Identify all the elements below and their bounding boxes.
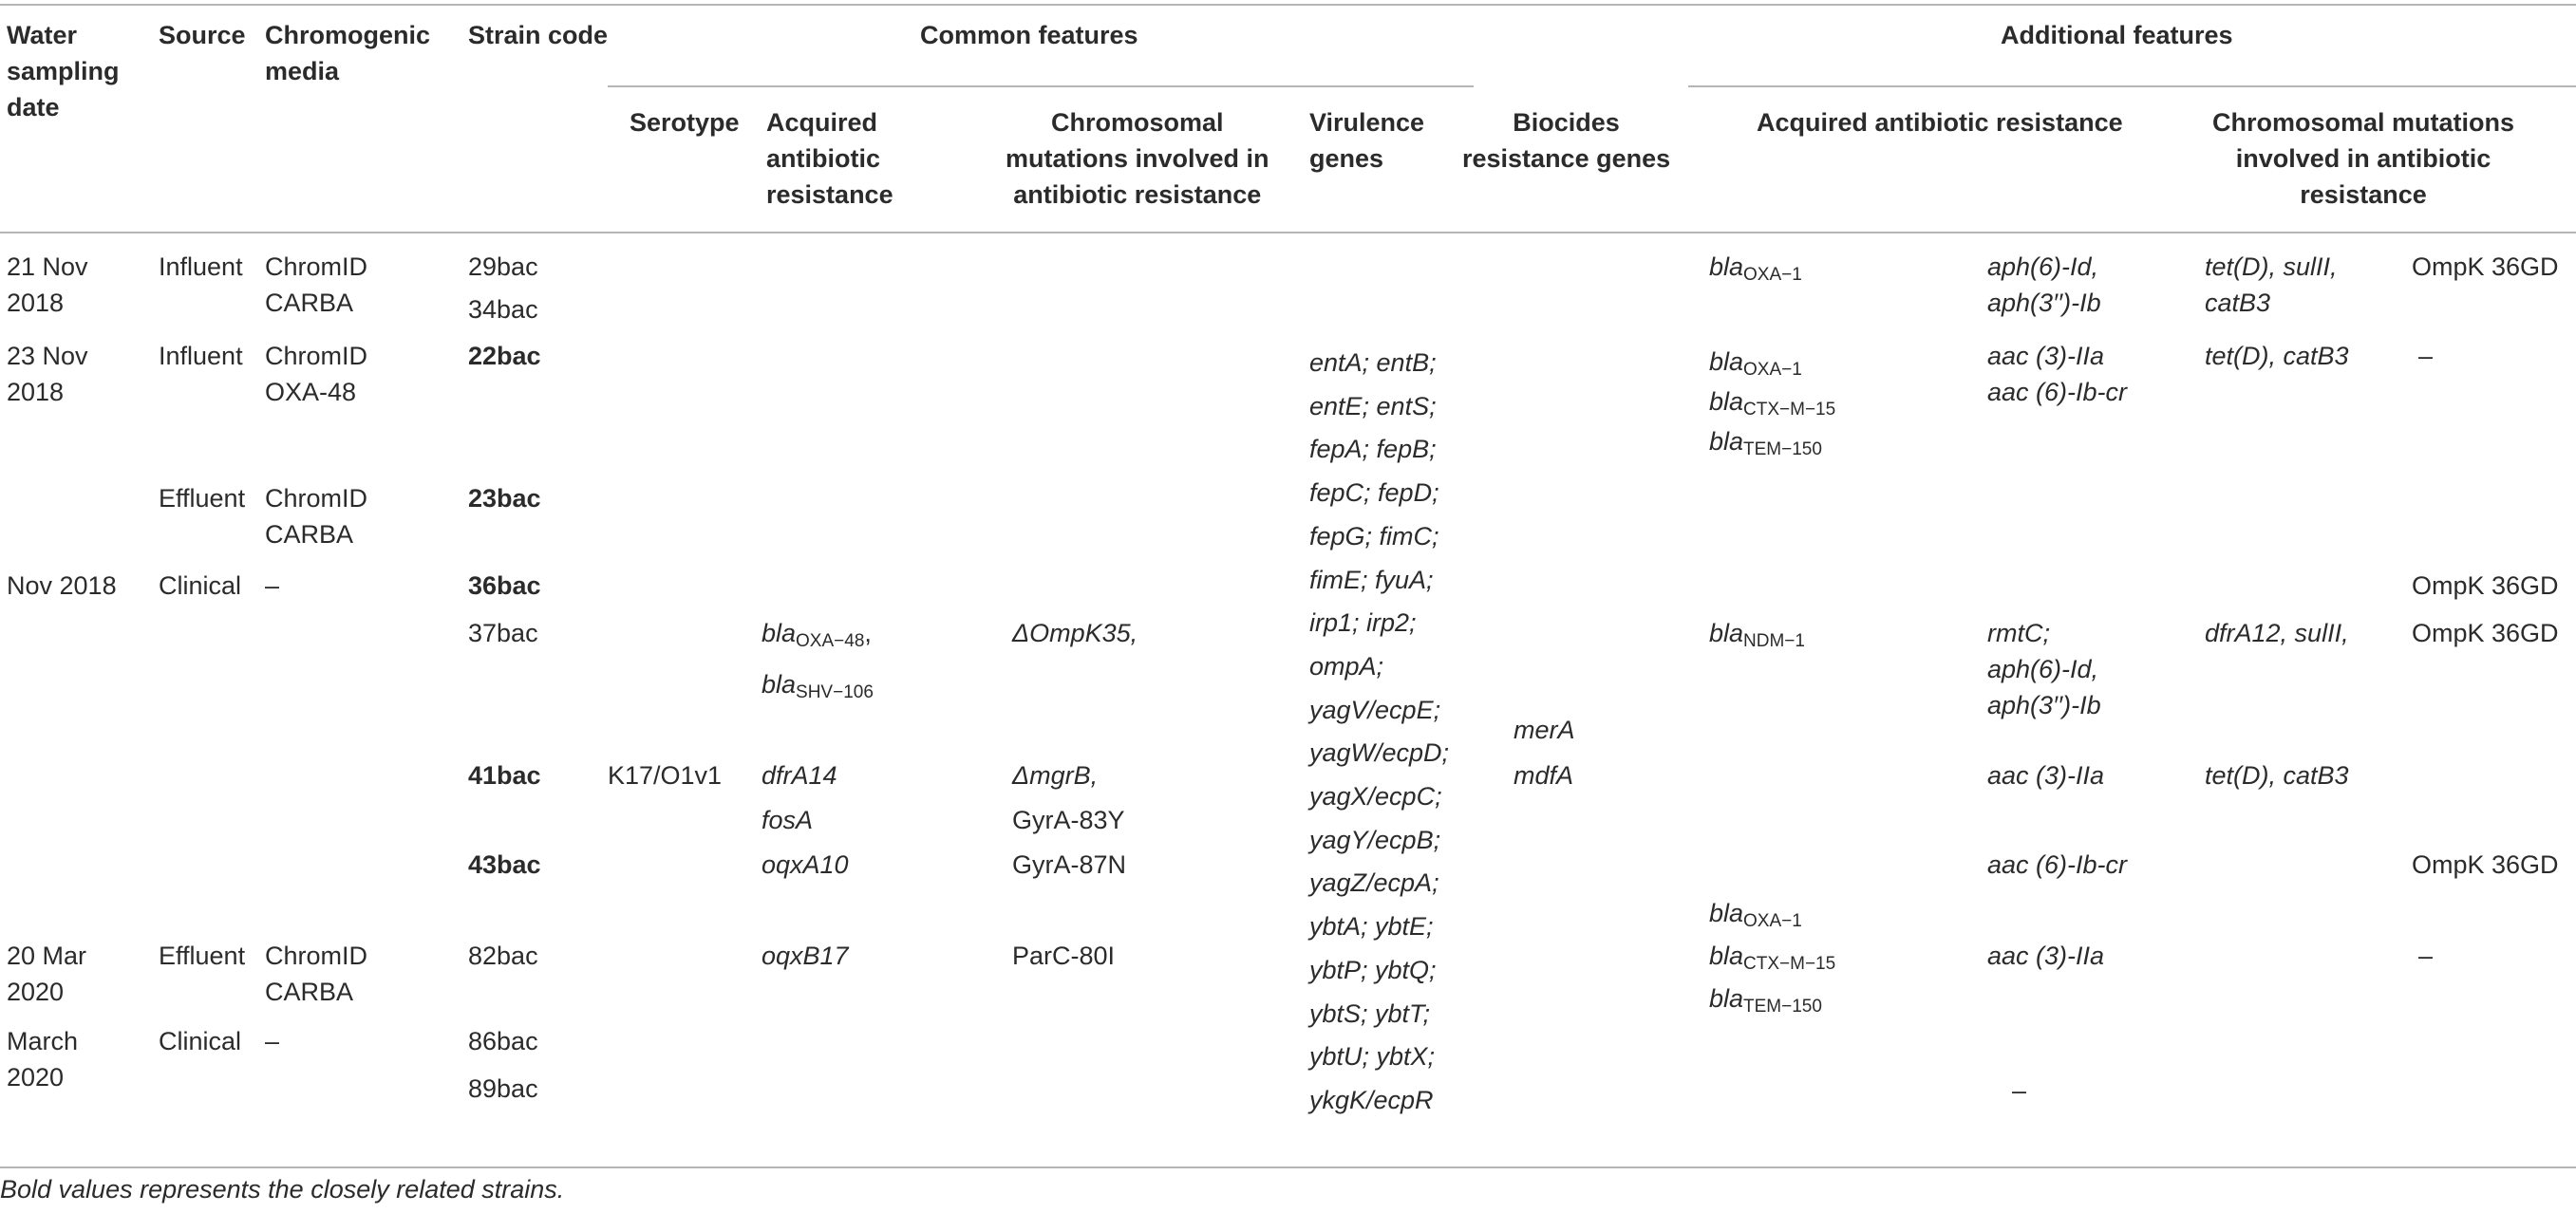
header-water-sampling-date: Water sampling date [7,21,120,121]
additional-other-gene: tet(D), catB3 [2205,761,2349,790]
strain-code: 22bac [468,342,541,370]
additional-other-gene: dfrA12, sulII, [2205,619,2349,647]
strain-code: 23bac [468,484,541,513]
media-cell: – [265,1027,280,1055]
source-cell: Influent [159,342,243,370]
header-chromogenic-media: Chromogenic media [265,21,431,85]
strain-code: 43bac [468,850,541,879]
ompk-value: – [2418,942,2434,970]
additional-other-gene: tet(D), sulII, catB3 [2205,252,2338,317]
common-chromosomal-item: ParC-80I [1012,942,1116,970]
header-virulence-genes: Virulence genes [1309,108,1425,173]
table-footnote: Bold values represents the closely related strains. [0,1175,565,1204]
header-serotype: Serotype [630,108,740,137]
media-cell: ChromID CARBA [265,484,368,549]
common-acquired-item: dfrA14 [762,761,837,790]
strain-code: 37bac [468,619,538,647]
additional-ag-gene: rmtC; aph(6)-Id, aph(3′′)-Ib [1987,619,2101,719]
common-chromosomal-item: ΔOmpK35, [1012,619,1138,647]
additional-bla-gene: bla$_{OXA-1}$ bla$_{CTX-M-15}$ bla$_{TEM-150}$ [1709,347,1836,459]
additional-bla-gene: bla$_{OXA-1}$ bla$_{CTX-M-15}$ bla$_{TEM-150}$ [1709,899,1836,1017]
header-bottom-rule [0,232,2576,233]
common-acquired-item: fosA [762,806,814,834]
source-cell: Clinical [159,571,242,600]
source-cell: Effluent [159,484,246,513]
media-cell: ChromID OXA-48 [265,342,368,406]
ompk-value: OmpK 36GD [2412,252,2559,281]
source-cell: Clinical [159,1027,242,1055]
additional-ag-gene: aac (6)-Ib-cr [1987,850,2128,879]
ompk-value: OmpK 36GD [2412,850,2559,879]
strain-code: 41bac [468,761,541,790]
strain-code: 36bac [468,571,541,600]
strain-code: 89bac [468,1074,538,1103]
common-chromosomal-item: GyrA-83Y [1012,806,1125,834]
additional-features-rule [1688,85,2576,87]
date-cell: Nov 2018 [7,571,117,600]
header-chromosomal-mutations: Chromosomal mutations involved in antibiotic resistance [1006,108,1269,209]
ompk-value: OmpK 36GD [2412,619,2559,647]
header-add-acquired: Acquired antibiotic resistance [1757,108,2123,137]
source-cell: Influent [159,252,243,281]
common-acquired-item: oqxA10 [762,850,849,879]
header-add-chromosomal: Chromosomal mutations involved in antibiotic resistance [2212,108,2515,209]
strain-code: 86bac [468,1027,538,1055]
ompk-value: – [2418,342,2434,370]
header-common-features: Common features [920,21,1138,49]
common-acquired-item: bla$_{OXA-48}$, [762,619,872,651]
additional-ag-gene: aac (3)-IIa aac (6)-Ib-cr [1987,342,2128,406]
media-cell: ChromID CARBA [265,942,368,1006]
media-cell: – [265,571,280,600]
common-chromosomal-item: GyrA-87N [1012,850,1127,879]
biocide-gene: mdfA [1514,761,1574,790]
strain-code: 82bac [468,942,538,970]
header-source: Source [159,21,246,49]
date-cell: 23 Nov 2018 [7,342,88,406]
ompk-value: OmpK 36GD [2412,571,2559,600]
strain-code: 34bac [468,295,538,324]
additional-bla-gene: bla$_{NDM-1}$ [1709,619,1805,651]
additional-ag-gene: aac (3)-IIa [1987,761,2105,790]
top-rule [0,4,2576,6]
serotype-value: K17/O1v1 [608,761,723,790]
common-features-rule [608,85,1474,87]
strain-code: 29bac [468,252,538,281]
body-bottom-rule [0,1166,2576,1168]
date-cell: 20 Mar 2020 [7,942,87,1006]
additional-ag-gene: aac (3)-IIa [1987,942,2105,970]
common-acquired-item: oqxB17 [762,942,849,970]
source-cell: Effluent [159,942,246,970]
date-cell: March 2020 [7,1027,79,1092]
common-acquired-item: bla$_{SHV-106}$ [762,670,874,702]
additional-other-gene: tet(D), catB3 [2205,342,2349,370]
header-acquired-resistance: Acquired antibiotic resistance [766,108,893,209]
virulence-genes-list: entA; entB; entE; entS; fepA; fepB; fepC; fepD; fepG; fimC; fimE; fyuA; irp1; irp2; ompA; yagV/ecpE; yagW/ecpD; yagX/ecpC; yagY/ecpB; yagZ/ecpA; ybtA; ybtE; ybtP; ybtQ; ybtS; ybtT; ybtU; ybtX; ykgK/ecpR [1309,348,1450,1114]
header-additional-features: Additional features [2001,21,2233,49]
header-biocides: Biocides resistance genes [1462,108,1671,173]
additional-ag-gene: – [2012,1076,2027,1105]
biocide-gene: merA [1514,716,1575,744]
additional-ag-gene: aph(6)-Id, aph(3′′)-Ib [1987,252,2101,317]
additional-bla-gene: bla$_{OXA-1}$ [1709,252,1802,285]
date-cell: 21 Nov 2018 [7,252,88,317]
header-strain-code: Strain code [468,21,609,49]
common-chromosomal-item: ΔmgrB, [1012,761,1099,790]
media-cell: ChromID CARBA [265,252,368,317]
